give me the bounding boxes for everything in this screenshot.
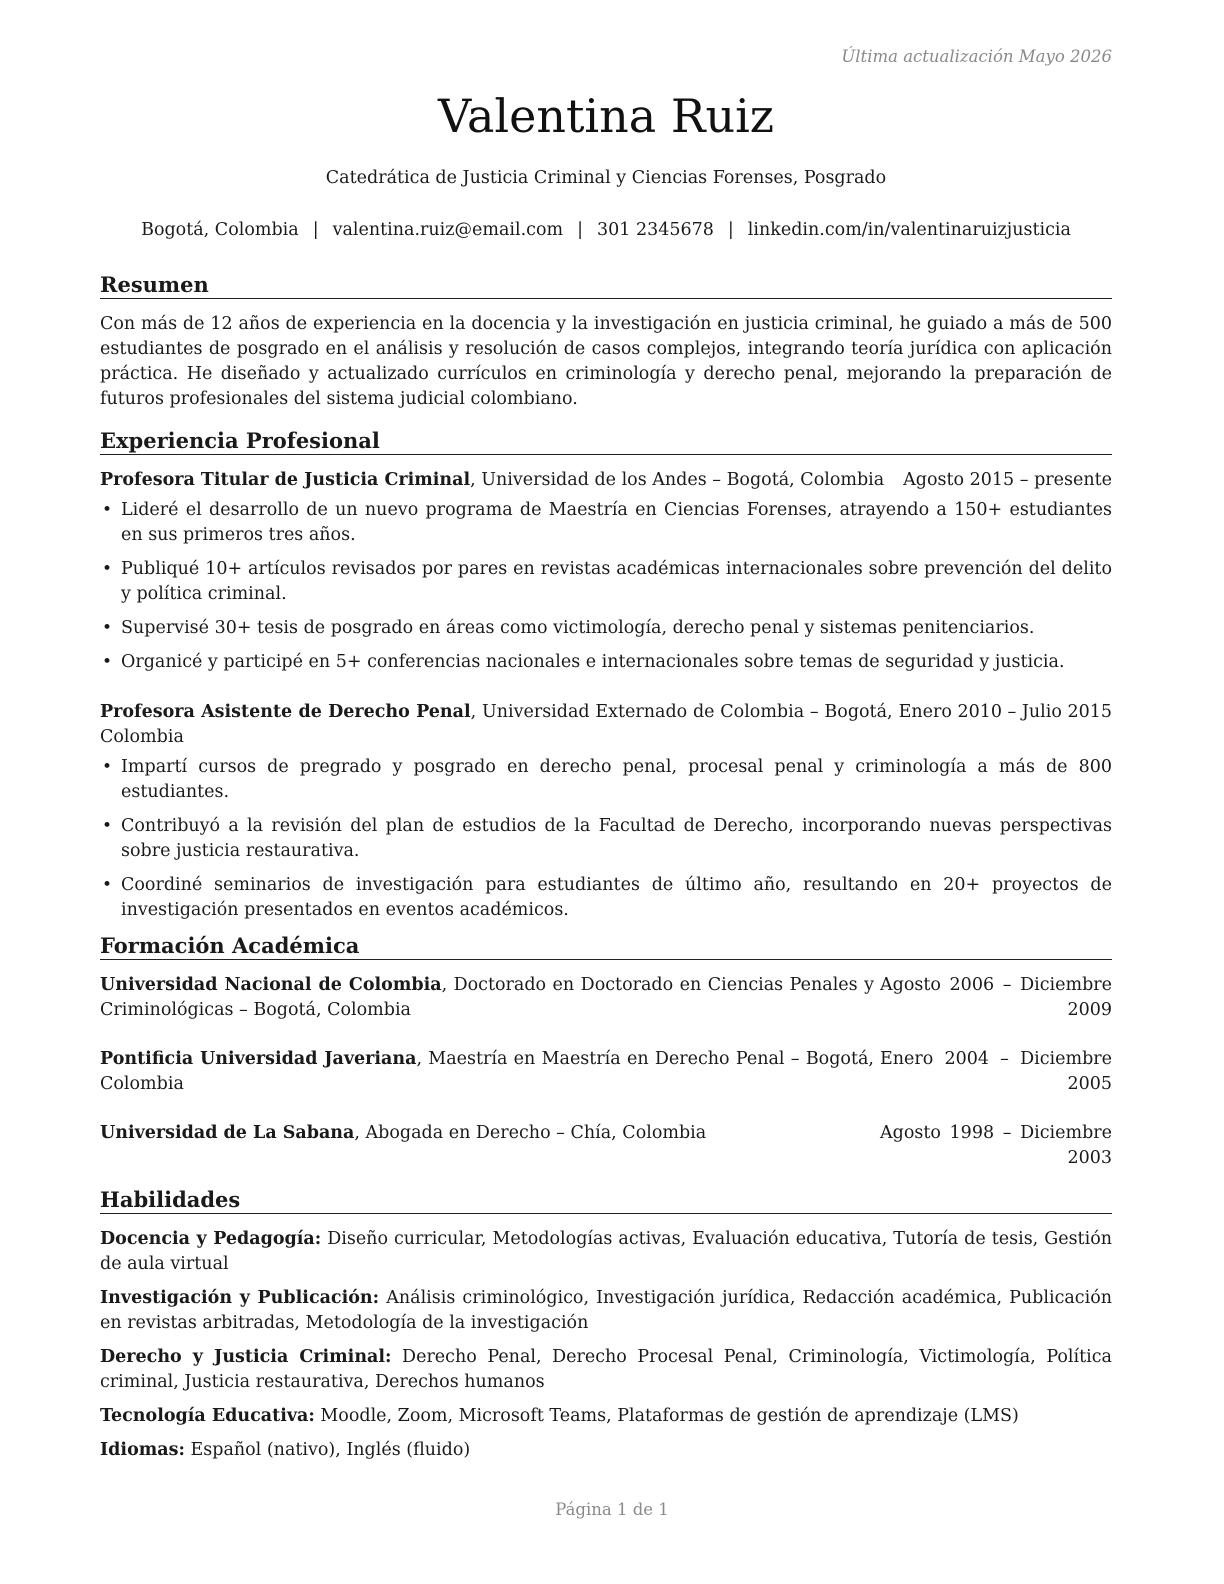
education-dates: Agosto 2006 – Diciembre 2009 <box>880 975 1112 1020</box>
experience-bullets <box>100 498 1112 675</box>
contact-email[interactable]: valentina.ruiz@email.com <box>332 220 564 240</box>
list-item: • Impartí cursos de pregrado y posgrado en derecho penal, procesal penal y criminología a más de 800 estudiantes. <box>100 755 1112 805</box>
experience-bullets <box>100 755 1112 923</box>
skill-value: Español (nativo), Inglés (fluido) <box>184 1440 471 1460</box>
experience-dates: Enero 2010 – Julio 2015 <box>898 702 1112 722</box>
section-title-summary: Resumen <box>100 272 1112 299</box>
page-number: Página 1 de 1 <box>555 1500 669 1519</box>
education-detail: , Abogada en Derecho – Chía, Colombia <box>354 1123 707 1143</box>
education-entry <box>100 973 1112 1023</box>
list-item: • Lideré el desarrollo de un nuevo programa de Maestría en Ciencias Forenses, atrayendo a 150+ estudiantes en sus primeros tres años. <box>100 498 1112 548</box>
education-detail: , Maestría en Maestría en Derecho Penal – Bogotá, Colombia <box>100 1049 874 1094</box>
education-school: Pontificia Universidad Javeriana <box>100 1049 417 1069</box>
candidate-name: Valentina Ruiz <box>437 89 775 143</box>
last-updated: Última actualización Mayo 2026 <box>841 47 1112 66</box>
section-title-experience: Experiencia Profesional <box>100 428 1112 455</box>
list-item: • Contribuyó a la revisión del plan de estudios de la Facultad de Derecho, incorporando nuevas perspectivas sobre justicia restaurativa. <box>100 814 1112 864</box>
skill-row <box>100 1286 1112 1336</box>
candidate-title: Catedrática de Justicia Criminal y Ciencias Forenses, Posgrado <box>325 168 887 188</box>
experience-role: Profesora Titular de Justicia Criminal <box>100 470 471 490</box>
skill-label: Idiomas: <box>100 1440 185 1460</box>
experience-entry <box>100 468 1112 675</box>
list-item: • Supervisé 30+ tesis de posgrado en áreas como victimología, derecho penal y sistemas penitenciarios. <box>100 616 1112 641</box>
contact-linkedin[interactable]: linkedin.com/in/valentinaruizjusticia <box>747 220 1071 240</box>
experience-entry <box>100 700 1112 923</box>
skill-label: Docencia y Pedagogía: <box>100 1229 322 1249</box>
skill-value: Moodle, Zoom, Microsoft Teams, Plataformas de gestión de aprendizaje (LMS) <box>314 1406 1019 1426</box>
experience-org: , Universidad de los Andes – Bogotá, Colombia <box>470 470 885 490</box>
skill-row <box>100 1345 1112 1395</box>
skill-label: Investigación y Publicación: <box>100 1288 380 1308</box>
section-title-skills: Habilidades <box>100 1187 1112 1214</box>
contact-separator: | <box>312 220 319 240</box>
experience-org: , Universidad Externado de Colombia – Bogotá, Colombia <box>100 702 893 747</box>
skill-value: Derecho Penal, Derecho Procesal Penal, Criminología, Victimología, Política criminal, Justicia restaurativa, Derechos humanos <box>100 1347 1112 1392</box>
education-entry <box>100 1047 1112 1097</box>
contact-line <box>100 218 1112 243</box>
skill-row <box>100 1438 1112 1463</box>
education-school: Universidad Nacional de Colombia <box>100 975 442 995</box>
education-dates: Agosto 1998 – Diciembre 2003 <box>880 1123 1112 1168</box>
resume-body <box>100 272 1112 1472</box>
list-item: • Publiqué 10+ artículos revisados por pares en revistas académicas internacionales sobre prevención del delito y política criminal. <box>100 557 1112 607</box>
experience-dates: Agosto 2015 – presente <box>903 470 1112 490</box>
education-school: Universidad de La Sabana <box>100 1123 355 1143</box>
list-item: • Organicé y participé en 5+ conferencias nacionales e internacionales sobre temas de seguridad y justicia. <box>100 650 1112 675</box>
summary-text: Con más de 12 años de experiencia en la docencia y la investigación en justicia criminal, he guiado a más de 500 estudiantes de posgrado en el análisis y resolución de casos complejos, integrando teoría jurídica con aplicación práctica. He diseñado y actualizado currículos en criminología y derecho penal, mejorando la preparación de futuros profesionales del sistema judicial colombiano. <box>100 314 1112 409</box>
skill-row <box>100 1404 1112 1429</box>
contact-separator: | <box>577 220 583 240</box>
contact-phone: 301 2345678 <box>596 220 714 240</box>
skill-label: Derecho y Justicia Criminal: <box>100 1347 392 1367</box>
education-dates: Enero 2004 – Diciembre 2005 <box>880 1049 1112 1094</box>
skill-row <box>100 1227 1112 1277</box>
contact-separator: | <box>727 220 734 240</box>
education-entry <box>100 1121 1112 1171</box>
education-detail: , Doctorado en Doctorado en Ciencias Penales y Criminológicas – Bogotá, Colombia <box>100 975 874 1020</box>
skill-label: Tecnología Educativa: <box>100 1406 315 1426</box>
contact-location: Bogotá, Colombia <box>141 220 299 240</box>
list-item: • Coordiné seminarios de investigación para estudiantes de último año, resultando en 20+ proyectos de investigación presentados en eventos académicos. <box>100 873 1112 923</box>
experience-role: Profesora Asistente de Derecho Penal <box>100 702 471 722</box>
skill-value: Análisis criminológico, Investigación jurídica, Redacción académica, Publicación en revistas arbitradas, Metodología de la investigación <box>100 1288 1113 1333</box>
section-title-education: Formación Académica <box>100 933 1112 960</box>
skill-value: Diseño curricular, Metodologías activas, Evaluación educativa, Tutoría de tesis, Gestión de aula virtual <box>100 1229 1112 1274</box>
